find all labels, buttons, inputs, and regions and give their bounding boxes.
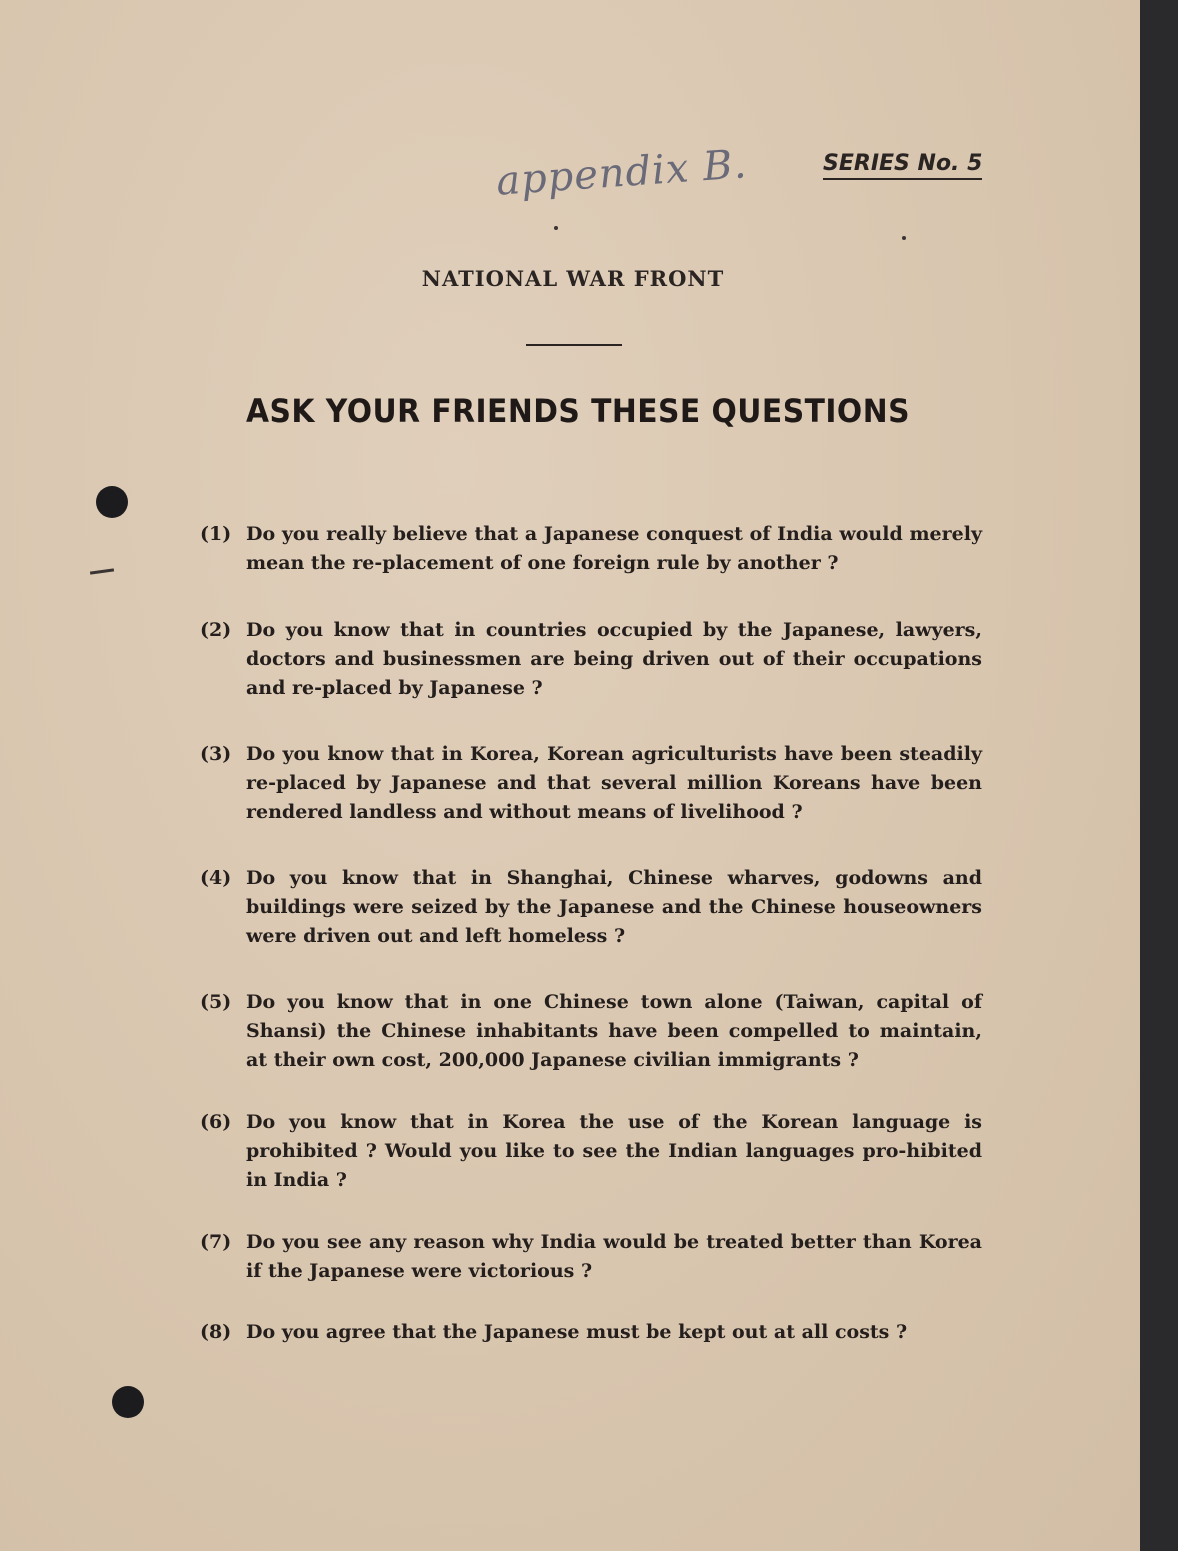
question-1 <box>200 520 982 578</box>
question-number: (4) <box>200 867 232 889</box>
scan-background-edge <box>1140 0 1178 1551</box>
question-4 <box>200 864 982 951</box>
question-number: (3) <box>200 743 232 765</box>
series-label: SERIES No. 5 <box>823 150 982 180</box>
punch-hole-top <box>96 486 128 518</box>
question-number: (8) <box>200 1321 232 1343</box>
paper-speck <box>554 226 558 230</box>
organization-name: NATIONAL WAR FRONT <box>421 266 725 291</box>
question-3 <box>200 740 982 827</box>
question-5 <box>200 988 982 1075</box>
page-headline: ASK YOUR FRIENDS THESE QUESTIONS <box>246 392 910 430</box>
paper-speck <box>902 236 906 240</box>
question-number: (5) <box>200 991 232 1013</box>
divider-rule <box>526 344 622 346</box>
handwritten-note: appendix B. <box>494 141 749 205</box>
question-number: (2) <box>200 619 232 641</box>
question-text: Do you know that in countries occupied by the Japanese, lawyers, doctors and businessmen are being driven out of their occupations and re-placed by Japanese ? <box>246 619 982 699</box>
question-text: Do you see any reason why India would be treated better than Korea if the Japanese were victorious ? <box>246 1231 982 1282</box>
question-number: (7) <box>200 1231 232 1253</box>
question-text: Do you know that in Korea, Korean agriculturists have been steadily re-placed by Japanese and that several million Koreans have been rendered landless and without means of livelihood ? <box>246 743 982 823</box>
question-text: Do you agree that the Japanese must be kept out at all costs ? <box>246 1321 908 1343</box>
question-7 <box>200 1228 982 1286</box>
question-text: Do you know that in Shanghai, Chinese wharves, godowns and buildings were seized by the Japanese and the Chinese houseowners were driven out and left homeless ? <box>246 867 982 947</box>
question-number: (1) <box>200 523 232 545</box>
question-8 <box>200 1318 982 1347</box>
question-text: Do you know that in one Chinese town alone (Taiwan, capital of Shansi) the Chinese inhabitants have been compelled to maintain, at their own cost, 200,000 Japanese civilian immigrants ? <box>246 991 982 1071</box>
punch-hole-bottom <box>112 1386 144 1418</box>
question-text: Do you know that in Korea the use of the Korean language is prohibited ? Would you like to see the Indian languages pro-hibited in India ? <box>246 1111 982 1191</box>
paper-speck <box>90 568 114 574</box>
question-text: Do you really believe that a Japanese conquest of India would merely mean the re-placement of one foreign rule by another ? <box>246 523 982 574</box>
question-6 <box>200 1108 982 1195</box>
question-number: (6) <box>200 1111 232 1133</box>
question-2 <box>200 616 982 703</box>
